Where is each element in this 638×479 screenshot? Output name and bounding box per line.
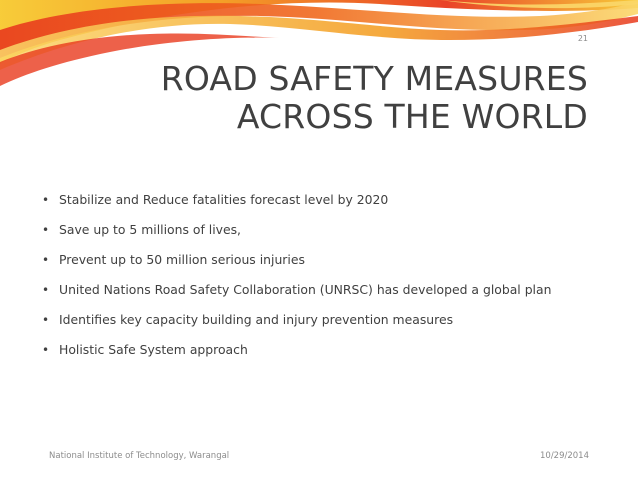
footer-date: 10/29/2014 — [540, 451, 589, 461]
bullet-item — [42, 222, 551, 252]
bullet-dot-icon: • — [42, 223, 50, 237]
bullet-item — [42, 282, 551, 312]
bullet-text: Identifies key capacity building and injury prevention measures — [59, 312, 454, 327]
bullet-item — [42, 252, 551, 282]
bullet-dot-icon: • — [42, 193, 50, 207]
bullet-text: United Nations Road Safety Collaboration (UNRSC) has developed a global plan — [59, 282, 552, 297]
bullet-text: Holistic Safe System approach — [59, 342, 248, 357]
bullet-dot-icon: • — [42, 313, 50, 327]
bullet-dot-icon: • — [42, 283, 50, 297]
bullet-text: Save up to 5 millions of lives, — [59, 222, 241, 237]
bullet-dot-icon: • — [42, 253, 50, 267]
bullet-item — [42, 312, 551, 342]
bullet-item — [42, 192, 551, 222]
footer-institution: National Institute of Technology, Warangal — [49, 451, 230, 461]
bullet-item — [42, 342, 551, 372]
bullet-dot-icon: • — [42, 343, 50, 357]
bullet-list — [42, 192, 551, 372]
slide-title — [161, 60, 588, 136]
slide-title-line-2: ACROSS THE WORLD — [236, 97, 588, 136]
slide-title-line-1: ROAD SAFETY MEASURES — [160, 59, 588, 98]
bullet-text: Stabilize and Reduce fatalities forecast level by 2020 — [59, 192, 389, 207]
slide-number: 21 — [577, 34, 588, 43]
bullet-text: Prevent up to 50 million serious injuries — [59, 252, 305, 267]
